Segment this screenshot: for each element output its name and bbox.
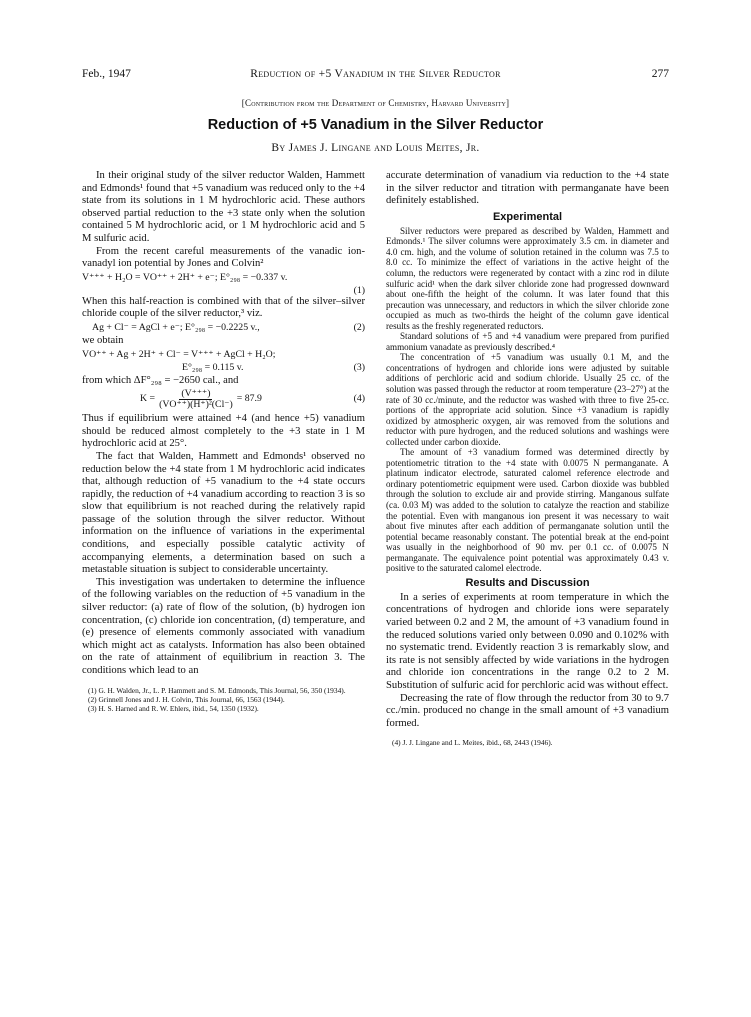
equation-1-number: (1): [353, 284, 365, 296]
issue-date: Feb., 1947: [82, 68, 131, 80]
footnote-2: (2) Grinnell Jones and J. H. Colvin, This Journal, 66, 1563 (1944).: [88, 694, 285, 704]
paragraph-equilibrium: Thus if equilibrium were attained +4 (and hence +5) vanadium should be reduced almost completely to the +3 state in 1 M hydrochloric acid at 25°.: [82, 413, 365, 450]
equation-4: K = $\frac{(V^{+++})}{\text{(VO⁺⁺)(H⁺)²(Cl⁻)}}$ = 87.9 (4): [140, 388, 365, 411]
paragraph-solutions: Standard solutions of +5 and +4 vanadium were prepared from purified ammonium vanadate as previously described.⁴: [386, 331, 669, 352]
heading-experimental: Experimental: [492, 210, 563, 223]
footnote-4: (4) J. J. Lingane and L. Meites, ibid., 68, 2443 (1946).: [392, 738, 553, 748]
paragraph-concentration: The concentration of +5 vanadium was usually 0.1 M, and the concentrations of hydrogen and chloride ions were adjusted by suitable additions of perchloric acid and sodium chloride. Usually 25 cc. of the solution was passed through the reductor at room temperature (23–27°) at the rate of 30 cc./minute, and the reductor was washed with three to five 25-cc. portions of the appropriate acid solution. Since +3 vanadium is rapidly oxidized by atmospheric oxygen, air was removed from the solutions and reductor with pure hydrogen, and the reduced solutions and washings were collected under carbon dioxide.: [386, 352, 669, 447]
running-title: Reduction of +5 Vanadium in the Silver Reductor: [250, 68, 501, 80]
footnote-3: (3) H. S. Harned and R. W. Ehlers, ibid., 54, 1350 (1932).: [88, 703, 259, 713]
equilibrium-fraction: $\frac{(V^{+++})}{\text{(VO⁺⁺)(H⁺)²(Cl⁻)}}$: [159, 388, 233, 411]
right-column: [386, 170, 669, 747]
paragraph-intro: In their original study of the silver reductor Walden, Hammett and Edmonds¹ found that +5 vanadium was reduced only to the +4 state from its solutions in 1 M hydrochloric acid. These authors observed partial reduction to the +3 state only when the solution contained 5 M hydrochloric acid, or 1 M hydrochloric acid and 5 M sulfuric acid.: [82, 170, 365, 244]
paragraph-potential: From the recent careful measurements of the vanadic ion-vanadyl ion potential by Jones and Colvin²: [82, 245, 365, 270]
author-line: By James J. Lingane and Louis Meites, Jr.: [271, 142, 480, 154]
page-number: 277: [651, 68, 669, 80]
equation-2: Ag + Cl⁻ = AgCl + e⁻; E°₂₉₈ = −0.2225 v., (2): [92, 321, 365, 333]
left-column: [82, 170, 365, 713]
equation-3: VO⁺⁺ + Ag + 2H⁺ + Cl⁻ = V⁺⁺⁺ + AgCl + H₂O;: [82, 348, 276, 360]
contribution-line: [Contribution from the Department of Chemistry, Harvard University]: [241, 98, 510, 108]
running-header: [82, 68, 669, 84]
paragraph-titration: The amount of +3 vanadium formed was determined directly by potentiometric titration to the +4 state with 0.0075 N permanganate. A platinum indicator electrode, saturated calomel reference electrode and ordinary potentiometric equipment were used. Carbon dioxide was bubbled through the solution to exclude air and provide stirring. Manganous sulfate (ca. 0.03 M) was added to the solution to catalyze the reaction and stabilize the potential. Even with manganous ion present it was necessary to wait about five minutes after each addition of permanganate solution until the potential became reasonably constant. The potential break at the end-point was usually in the neighborhood of 90 mv. per 0.1 cc. of 0.0075 N permanganate. The equivalence point potential was approximately 0.43 v. positive to the saturated calomel electrode.: [386, 447, 669, 574]
paragraph-combined: When this half-reaction is combined with that of the silver–silver chloride couple of the silver reductor,³ viz.: [82, 295, 365, 320]
paragraph-investigation: This investigation was undertaken to determine the influence of the following variables on the reduction of +5 vanadium in the silver reductor: (a) rate of flow of the solution, (b) hydrogen ion concentration, (c) chloride ion concentration, (d) temperature, and (e) presence of elements commonly associated with vanadium which might act as catalysts. Information has also been obtained on the rate of attainment of equilibrium in reaction 3. The conditions which lead to an: [82, 576, 365, 676]
free-energy-text: from which ΔF°₂₉₈ = −2650 cal., and: [82, 374, 239, 386]
article-title: Reduction of +5 Vanadium in the Silver Reductor: [207, 117, 544, 133]
paragraph-results: In a series of experiments at room temperature in which the concentrations of hydrogen and chloride ions were separately varied between 0.2 and 2 M, the amount of +3 vanadium found in the reduced solutions varied only between 0.090 and 0.102% with no systematic trend. Evidently reaction 3 is remarkably slow, and its rate is not sensibly affected by wide variations in the hydrogen and chloride ion concentrations in the range 0.2 to 2 M. Substitution of sulfuric acid for perchloric acid was without effect.: [386, 591, 669, 691]
equation-3-potential: E°₂₉₈ = 0.115 v. (3): [182, 361, 365, 373]
equation-1: V⁺⁺⁺ + H₂O = VO⁺⁺ + 2H⁺ + e⁻; E°₂₉₈ = −0.337 v.: [82, 271, 288, 283]
footnote-1: (1) G. H. Walden, Jr., L. P. Hammett and S. M. Edmonds, This Journal, 56, 350 (1934).: [88, 685, 346, 695]
we-obtain-text: we obtain: [82, 334, 124, 346]
paragraph-observation: The fact that Walden, Hammett and Edmonds¹ observed no reduction below the +4 state from 1 M hydrochloric acid indicates that, although reduction of +5 vanadium to the +4 state occurs rapidly, the reduction of +4 vanadium according to reaction 3 is so slow that equilibrium is not reached during the relatively rapid passage of the solution through the silver reductor. Without information on the influence of variations in the experimental conditions, and especially possible catalytic activity of accompanying elements, a determination based on such a metastable situation is subject to considerable uncertainty.: [82, 450, 365, 576]
paragraph-continued: accurate determination of vanadium via reduction to the +4 state in the silver reductor and titration with permanganate have been definitely established.: [386, 170, 669, 207]
paragraph-reductors: Silver reductors were prepared as described by Walden, Hammett and Edmonds.¹ The silver columns were approximately 3.5 cm. in diameter and 4.0 cm. high, and the volume of solution retained in the column was 7.5 to 8.0 cc. To minimize the effect of variations in the active height of the column, the reductors were regenerated by contact with a zinc rod in dilute sulfuric acid¹ when the dark silver chloride zone had progressed downward about one-fifth the height of the column. It was later found that this precaution was unnecessary, and reductors in which the silver chloride zone occupied as much as two-thirds the height of the column gave identical results as the freshly regenerated reductors.: [386, 225, 669, 331]
heading-results: Results and Discussion: [465, 576, 590, 589]
paragraph-flow-rate: Decreasing the rate of flow through the reductor from 30 to 9.7 cc./min. produced no change in the small amount of +3 vanadium formed.: [386, 692, 669, 729]
